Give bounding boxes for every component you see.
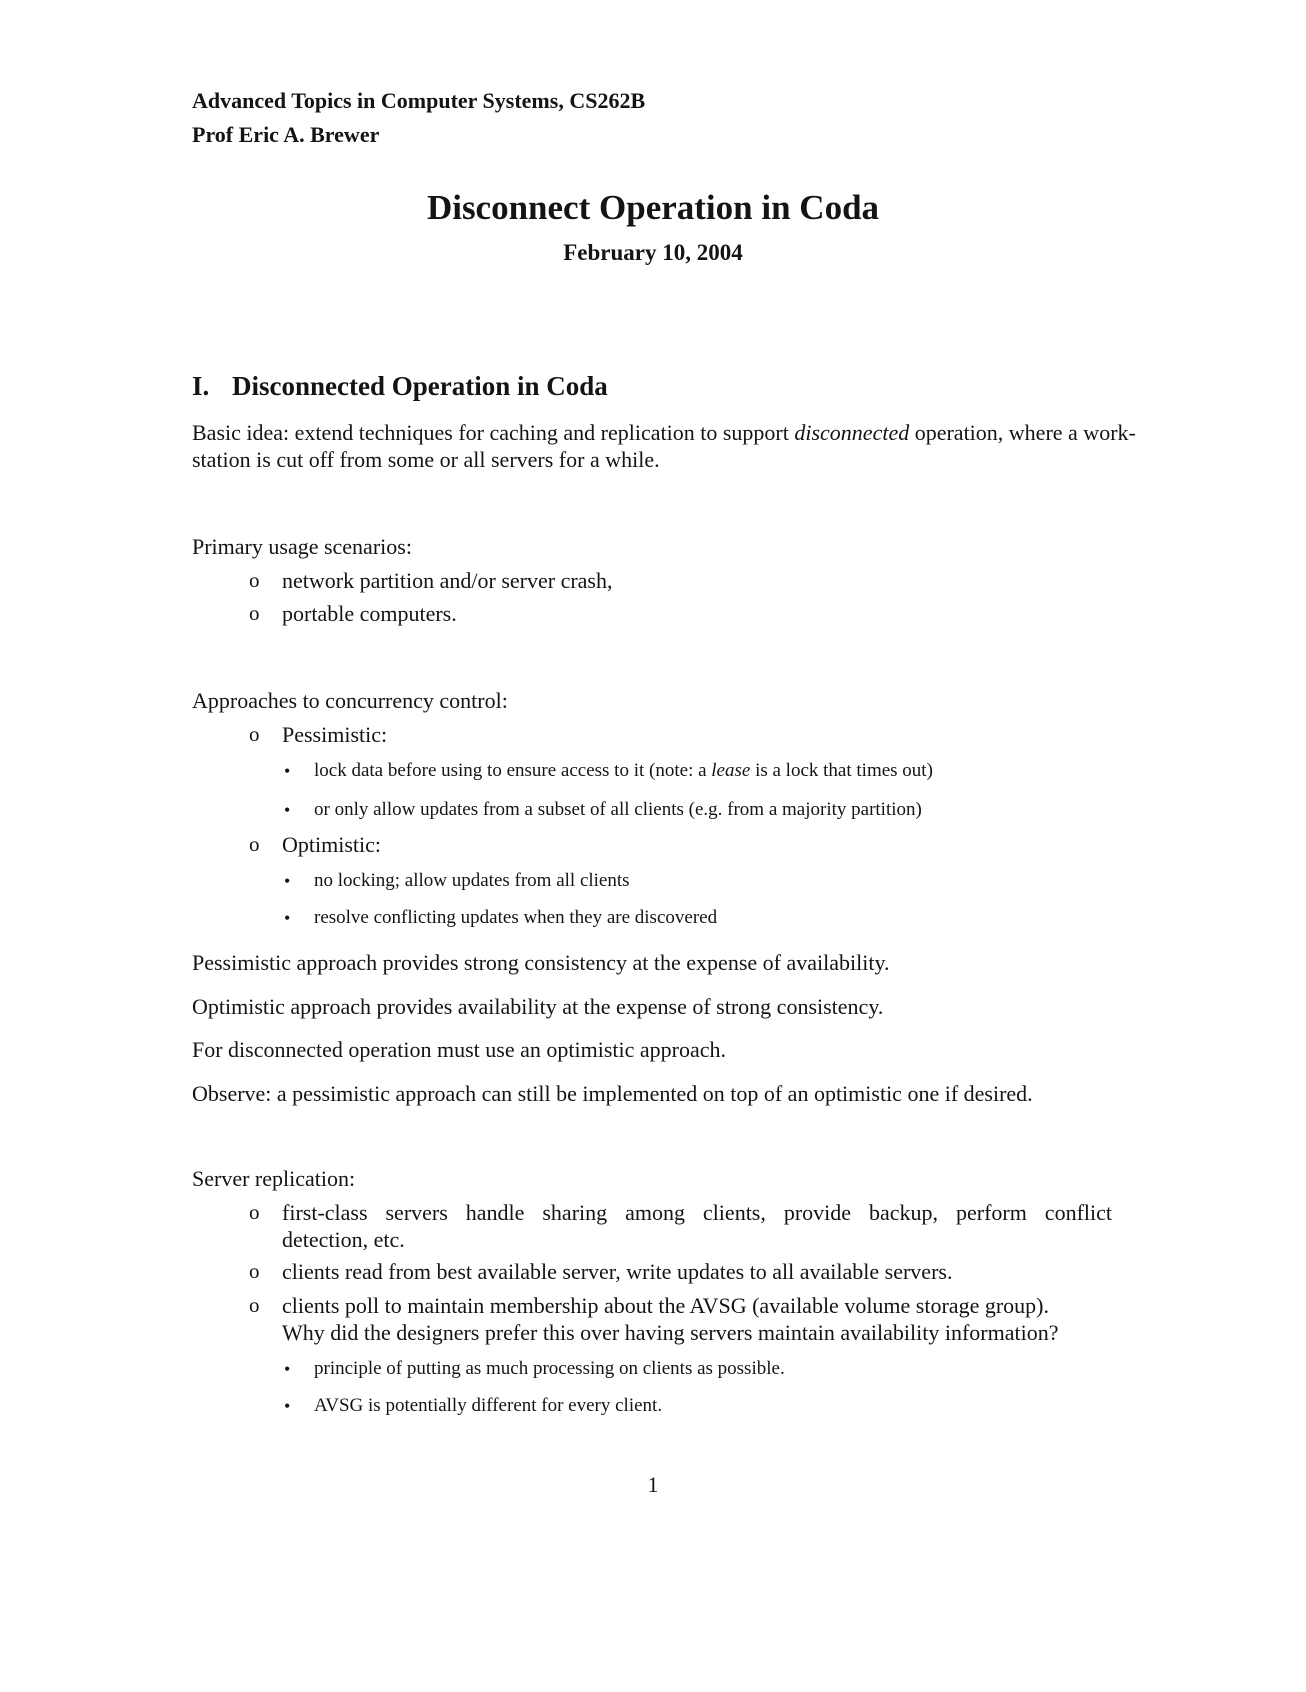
circle-bullet: o xyxy=(249,1200,260,1224)
optimistic-label: Optimistic: xyxy=(282,832,381,857)
statement: Optimistic approach provides availability at the expense of strong consistency. xyxy=(192,994,884,1019)
circle-bullet: o xyxy=(249,832,260,856)
dot-bullet: • xyxy=(284,871,291,891)
pessimistic-item-text-end: is a lock that times out) xyxy=(750,760,933,781)
statement: Observe: a pessimistic approach can still be implemented on top of an optimistic one if desired. xyxy=(192,1081,1033,1106)
dot-bullet: • xyxy=(284,800,291,820)
pessimistic-label: Pessimistic: xyxy=(282,722,388,747)
dot-bullet: • xyxy=(284,1359,291,1379)
lease-term: lease xyxy=(711,760,751,781)
section-title: Disconnected Operation in Coda xyxy=(232,371,608,401)
replication-sub-item: AVSG is potentially different for every client. xyxy=(314,1395,663,1416)
section-number: I. xyxy=(192,371,210,401)
dot-bullet: • xyxy=(284,908,291,928)
circle-bullet: o xyxy=(249,1259,260,1283)
circle-bullet: o xyxy=(249,1293,260,1317)
pessimistic-item xyxy=(314,760,933,782)
statement: Pessimistic approach provides strong consistency at the expense of availability. xyxy=(192,950,890,975)
document-title: Disconnect Operation in Coda xyxy=(426,188,880,227)
statement: For disconnected operation must use an optimistic approach. xyxy=(192,1037,726,1062)
replication-item-line: clients poll to maintain membership about the AVSG (available volume storage group). xyxy=(282,1293,1049,1318)
pessimistic-item-text: lock data before using to ensure access to it (note: a xyxy=(314,760,712,781)
page-number: 1 xyxy=(647,1472,659,1497)
replication-item: clients read from best available server, write updates to all available servers. xyxy=(282,1259,953,1284)
optimistic-item: no locking; allow updates from all clients xyxy=(314,870,630,891)
optimistic-item: resolve conflicting updates when they are discovered xyxy=(314,907,718,928)
circle-bullet: o xyxy=(249,601,260,625)
instructor-name: Prof Eric A. Brewer xyxy=(192,122,380,147)
dot-bullet: • xyxy=(284,1396,291,1416)
intro-emphasis: disconnected xyxy=(794,420,910,445)
replication-item-line: Why did the designers prefer this over having servers maintain availability information? xyxy=(282,1320,1059,1345)
usage-item: network partition and/or server crash, xyxy=(282,568,613,593)
replication-item-line: first-class servers handle sharing among clients, provide backup, perform conflict xyxy=(282,1200,1112,1225)
replication-sub-item: principle of putting as much processing on clients as possible. xyxy=(314,1358,785,1379)
circle-bullet: o xyxy=(249,722,260,746)
intro-line-1 xyxy=(192,420,1136,446)
document-date: February 10, 2004 xyxy=(563,240,743,265)
dot-bullet: • xyxy=(284,761,291,781)
intro-text-end: operation, where a work- xyxy=(909,420,1136,445)
pessimistic-item: or only allow updates from a subset of all clients (e.g. from a majority partition) xyxy=(314,799,922,820)
usage-heading: Primary usage scenarios: xyxy=(192,534,412,559)
intro-text: Basic idea: extend techniques for caching and replication to support xyxy=(192,420,795,445)
usage-item: portable computers. xyxy=(282,601,457,626)
concurrency-heading: Approaches to concurrency control: xyxy=(192,688,508,713)
replication-item-line: detection, etc. xyxy=(282,1227,405,1252)
replication-heading: Server replication: xyxy=(192,1166,356,1191)
circle-bullet: o xyxy=(249,568,260,592)
course-title: Advanced Topics in Computer Systems, CS262B xyxy=(192,88,646,113)
intro-line-2: station is cut off from some or all servers for a while. xyxy=(192,447,660,472)
